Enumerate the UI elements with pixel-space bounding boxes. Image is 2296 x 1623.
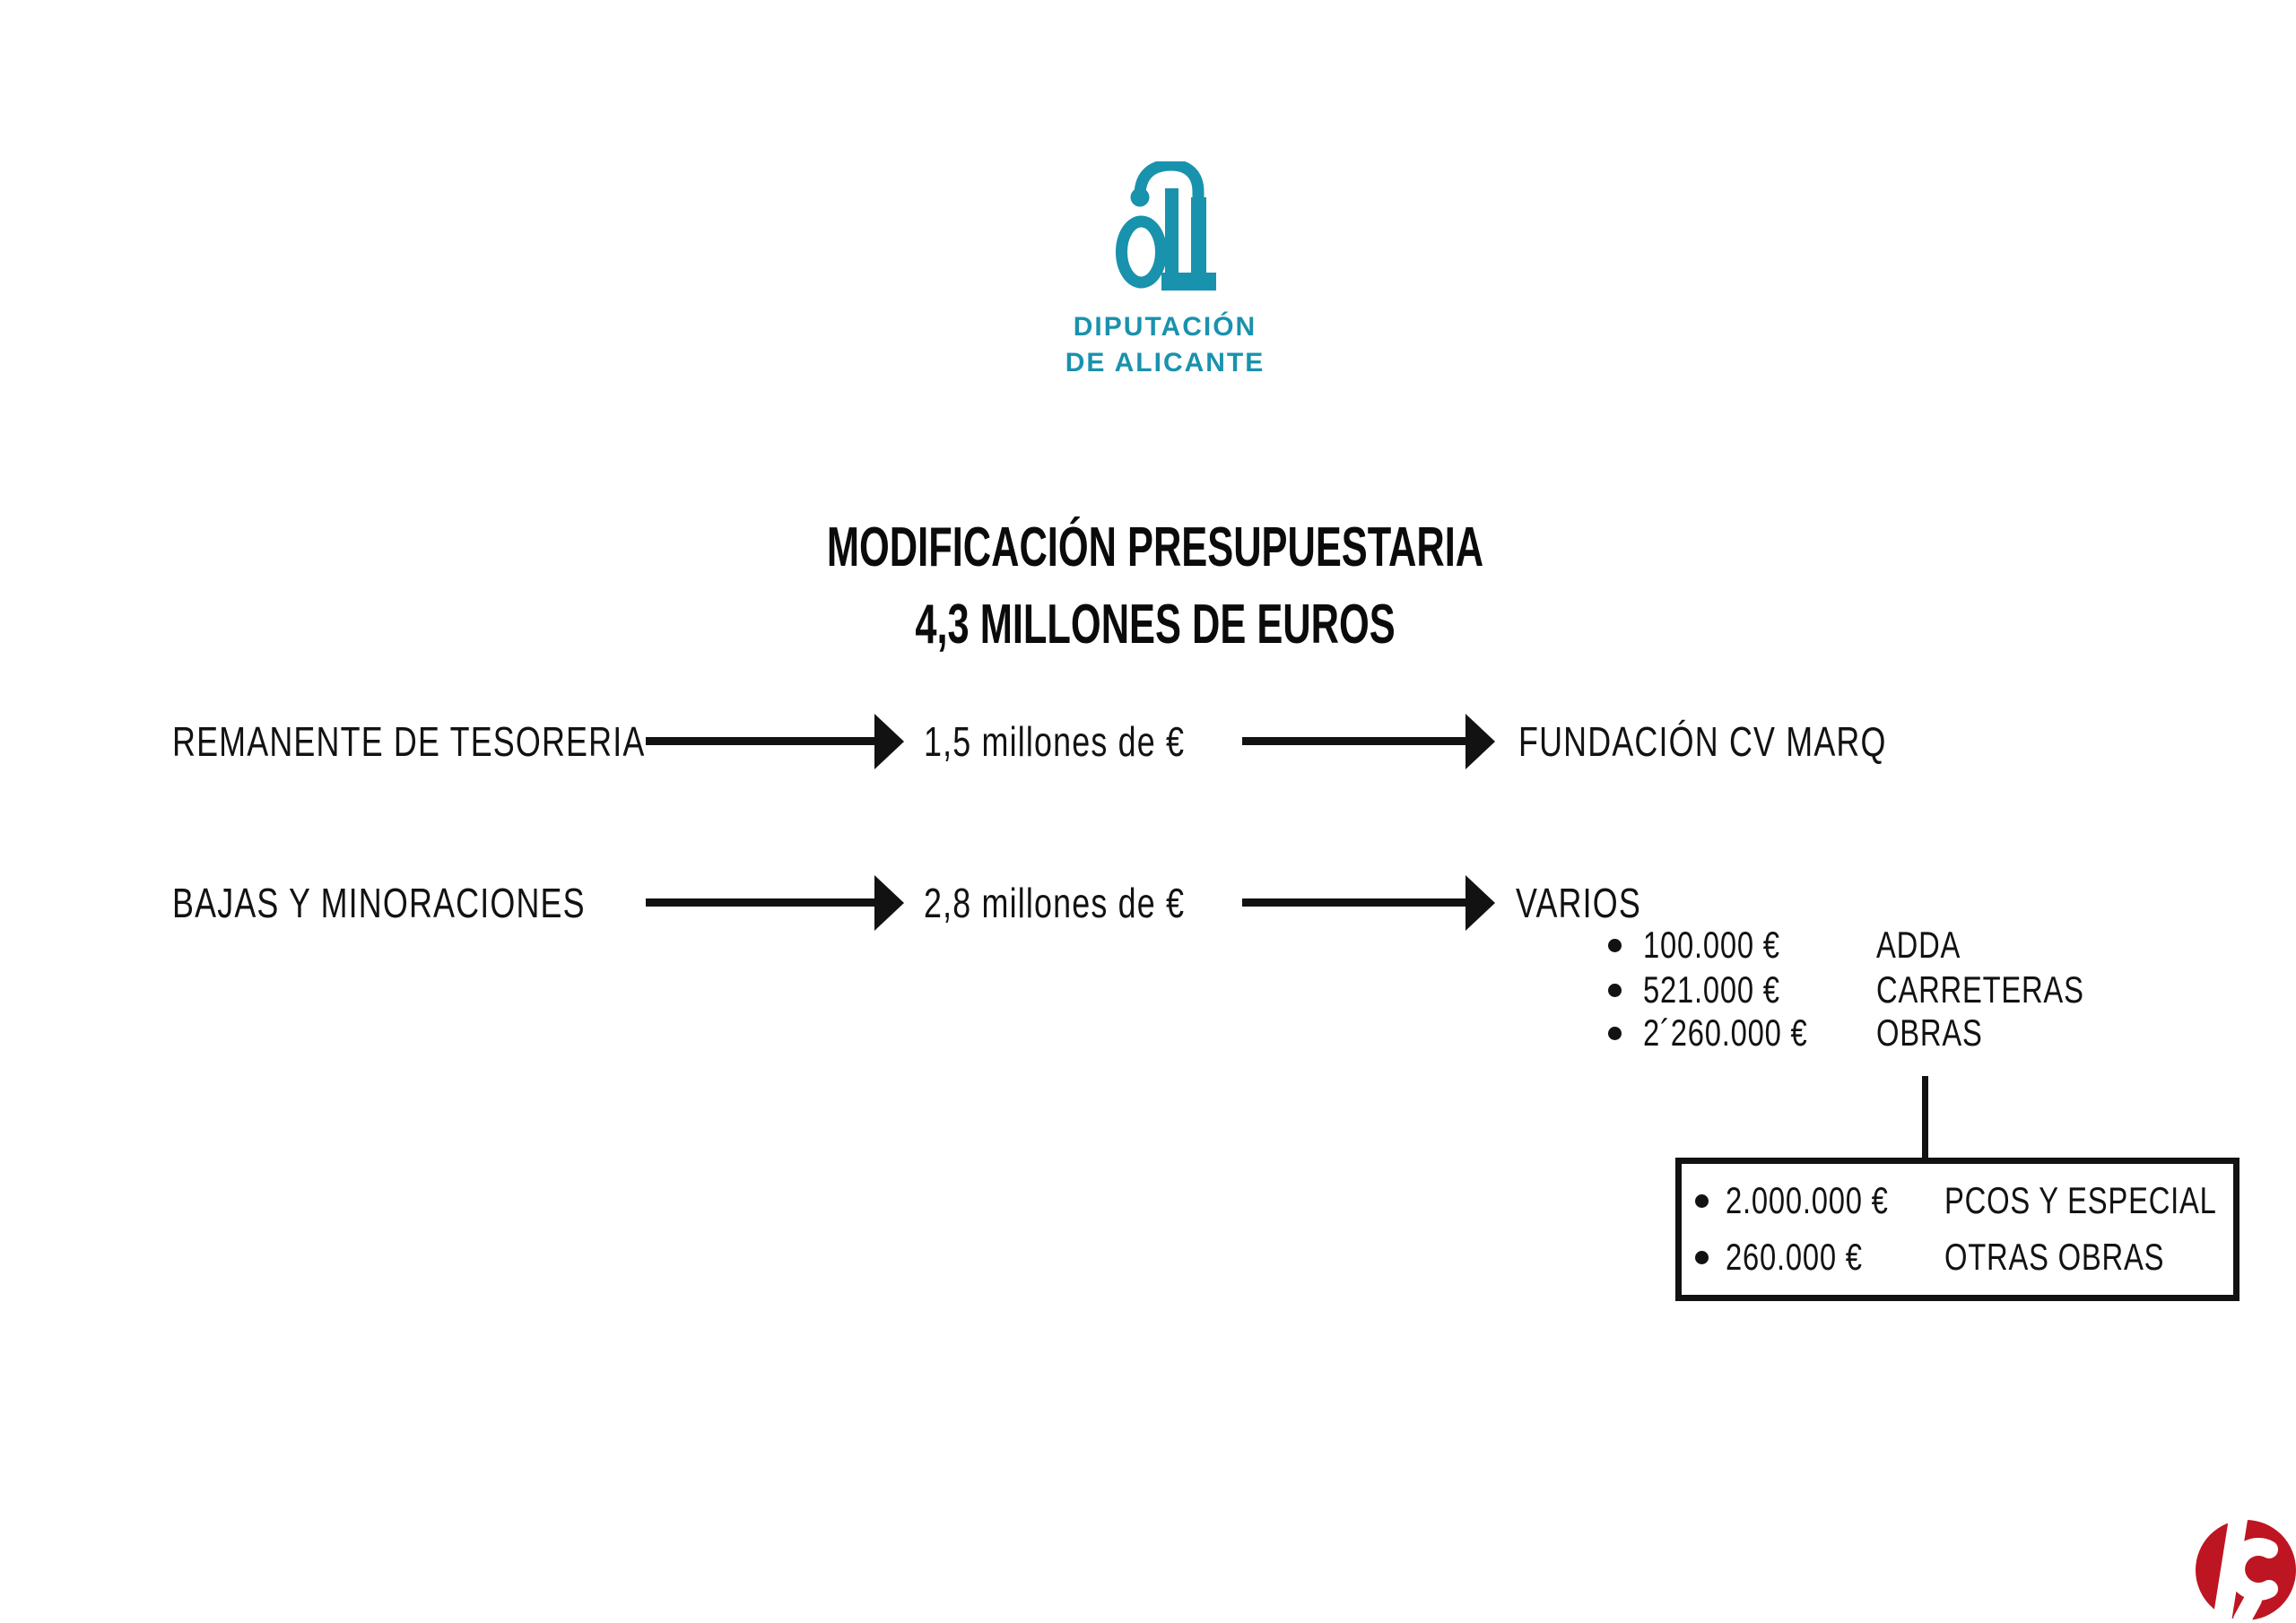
varios-item-label: ADDA <box>1876 924 1961 966</box>
obras-item-amount: 260.000 € <box>1726 1236 1863 1278</box>
flow2-target-label: VARIOS <box>1516 880 1641 926</box>
bullet-dot <box>1608 1027 1622 1040</box>
bullet-dot <box>1608 939 1622 952</box>
varios-item-label: OBRAS <box>1876 1011 1983 1054</box>
flow2-arrow2-icon <box>1242 873 1495 933</box>
slide-title <box>7 509 2296 664</box>
varios-item-amount: 100.000 € <box>1643 924 1780 966</box>
obras-item-label: PCOS Y ESPECIAL <box>1944 1179 2217 1221</box>
title-line1: MODIFICACIÓN PRESUPUESTARIA <box>826 516 1484 578</box>
flow2-arrow1-icon <box>646 873 904 933</box>
flow1-target-label: FUNDACIÓN CV MARQ <box>1518 718 1887 765</box>
bullet-dot <box>1608 984 1622 997</box>
logo-wordmark-line2: DE ALICANTE <box>1065 348 1265 378</box>
title-line2: 4,3 MILLONES DE EUROS <box>915 594 1396 655</box>
varios-item-amount: 521.000 € <box>1643 968 1780 1011</box>
flow2-source-label: BAJAS Y MINORACIONES <box>172 880 586 926</box>
obras-item-amount: 2.000.000 € <box>1726 1179 1889 1221</box>
flow1-amount-label: 1,5 millones de € <box>924 718 1186 765</box>
flow1-source-label: REMANENTE DE TESORERIA <box>172 718 646 765</box>
bullet-dot <box>1695 1251 1709 1264</box>
varios-item-amount: 2´260.000 € <box>1643 1011 1808 1054</box>
watermark-logo-icon <box>2194 1519 2296 1623</box>
varios-item-label: CARRETERAS <box>1876 968 2084 1011</box>
flow2-amount-label: 2,8 millones de € <box>924 880 1186 926</box>
bullet-dot <box>1695 1194 1709 1208</box>
flow1-arrow2-icon <box>1242 712 1495 771</box>
diputacion-alicante-logo-icon <box>1116 161 1216 291</box>
obras-connector-line <box>1922 1076 1928 1159</box>
flow1-arrow1-icon <box>646 712 904 771</box>
obras-item-label: OTRAS OBRAS <box>1944 1236 2165 1278</box>
logo-wordmark-line1: DIPUTACIÓN <box>1073 312 1257 342</box>
